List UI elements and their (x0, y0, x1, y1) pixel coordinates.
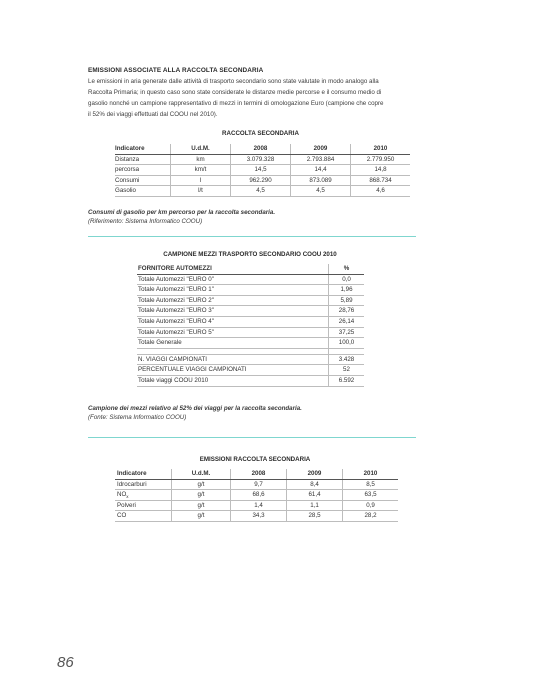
paragraph-line: il 52% dei viaggi effettuati dal COOU nel 2010). (88, 111, 218, 118)
caption-source: (Riferimento: Sistema Informatico COOU) (88, 218, 203, 225)
table-cell: 8,4 (287, 479, 343, 490)
column-header: Indicatore (115, 469, 172, 479)
table-cell: km (171, 154, 231, 165)
table-row (137, 295, 364, 306)
table-header-row (115, 469, 398, 479)
column-header: 2010 (351, 144, 411, 154)
section-divider (88, 437, 416, 438)
page-number: 86 (57, 654, 74, 671)
table-cell: 5,89 (329, 295, 365, 306)
table2-title: CAMPIONE MEZZI TRASPORTO SECONDARIO COOU 2010 (163, 251, 337, 258)
caption-title: Campione dei mezzi relativo al 52% dei viaggi per la raccolta secondaria. (88, 405, 302, 412)
table-row (137, 306, 364, 317)
table-header-row (115, 144, 410, 154)
table1-title: RACCOLTA SECONDARIA (222, 130, 299, 137)
table1-caption (88, 208, 275, 226)
table-cell: 26,14 (329, 316, 365, 327)
table-cell: 28,2 (343, 511, 399, 522)
column-header: U.d.M. (172, 469, 231, 479)
table-cell: 14,4 (291, 165, 351, 176)
table-cell: g/t (172, 490, 231, 501)
caption-source: (Fonte: Sistema Informatico COOU) (88, 414, 187, 421)
section-paragraph (88, 76, 448, 120)
table-cell: 14,5 (231, 165, 291, 176)
table-cell: 9,7 (231, 479, 287, 490)
table-row (137, 338, 364, 349)
table-cell: 868.734 (351, 175, 411, 186)
table-cell: Consumi (115, 175, 171, 186)
nox-subscript: x (126, 494, 129, 500)
table-row (137, 274, 364, 285)
table3-title: EMISSIONI RACCOLTA SECONDARIA (199, 456, 311, 463)
table-cell: N. VIAGGI CAMPIONATI (137, 354, 329, 365)
table-cell: 4,5 (231, 186, 291, 197)
table-cell: 2.779.950 (351, 154, 411, 165)
table-cell: Totale Automezzi "EURO 3" (137, 306, 329, 317)
table-row (137, 354, 364, 365)
table-row (115, 175, 410, 186)
table-cell: 0,0 (329, 274, 365, 285)
table-cell: 4,6 (351, 186, 411, 197)
table-cell: 4,5 (291, 186, 351, 197)
table-cell: 34,3 (231, 511, 287, 522)
column-header: FORNITORE AUTOMEZZI (137, 264, 329, 274)
column-header: Indicatore (115, 144, 171, 154)
column-header: % (329, 264, 365, 274)
table-cell: CO (115, 511, 172, 522)
table-cell: 1,4 (231, 500, 287, 511)
table-cell: 1,96 (329, 285, 365, 296)
table-cell: 1,1 (287, 500, 343, 511)
table-row (137, 365, 364, 376)
paragraph-line: Raccolta Primaria; in questo caso sono state considerate le distanze medie percorse e il consumo medio di (88, 89, 382, 96)
table-cell: 100,0 (329, 338, 365, 349)
table-cell: Totale Automezzi "EURO 0" (137, 274, 329, 285)
paragraph-line: gasolio nonché un campione rappresentativo di mezzi in termini di omologazione Euro (campione che copre (88, 100, 384, 107)
table-cell: 28,5 (287, 511, 343, 522)
table-cell: Totale Automezzi "EURO 2" (137, 295, 329, 306)
table-row (115, 511, 398, 522)
table-cell: g/t (172, 511, 231, 522)
table2 (137, 264, 364, 387)
table-row (115, 154, 410, 165)
table-cell: km/t (171, 165, 231, 176)
table-cell: percorsa (115, 165, 171, 176)
table3 (115, 469, 398, 522)
table2-caption (88, 404, 302, 422)
column-header: 2010 (343, 469, 399, 479)
table-cell: 873.089 (291, 175, 351, 186)
table-cell: g/t (172, 479, 231, 490)
table-cell: Totale viaggi COOU 2010 (137, 375, 329, 386)
caption-title: Consumi di gasolio per km percorso per la raccolta secondaria. (88, 209, 276, 216)
table-cell: Totale Generale (137, 338, 329, 349)
table-cell: 8,5 (343, 479, 399, 490)
table-row (115, 500, 398, 511)
table-cell: 2.793.884 (291, 154, 351, 165)
table-cell: Polveri (115, 500, 172, 511)
paragraph-line: Le emissioni in aria generate dalle attività di trasporto secondario sono state valutate in modo analogo alla (88, 78, 379, 85)
table-row (115, 165, 410, 176)
table-cell: l (171, 175, 231, 186)
table-row (137, 316, 364, 327)
table-cell: PERCENTUALE VIAGGI CAMPIONATI (137, 365, 329, 376)
table-row (115, 490, 398, 501)
table-cell: 63,5 (343, 490, 399, 501)
column-header: 2008 (231, 469, 287, 479)
table-cell: 3.428 (329, 354, 365, 365)
table-cell: 0,9 (343, 500, 399, 511)
column-header: 2009 (287, 469, 343, 479)
column-header: 2009 (291, 144, 351, 154)
table-header-row (137, 264, 364, 274)
table-cell: 68,6 (231, 490, 287, 501)
table-cell: g/t (172, 500, 231, 511)
section-heading: EMISSIONI ASSOCIATE ALLA RACCOLTA SECONDARIA (88, 67, 264, 74)
table-row (137, 327, 364, 338)
nox-label: NO (117, 491, 127, 499)
table-cell: Totale Automezzi "EURO 4" (137, 316, 329, 327)
column-header: 2008 (231, 144, 291, 154)
section-divider (88, 236, 416, 237)
table-row (137, 375, 364, 386)
table-cell: 14,8 (351, 165, 411, 176)
table-row (115, 479, 398, 490)
table-cell: 52 (329, 365, 365, 376)
table-row (115, 186, 410, 197)
table-cell: Distanza (115, 154, 171, 165)
table-cell: 28,76 (329, 306, 365, 317)
table-cell: Totale Automezzi "EURO 1" (137, 285, 329, 296)
table-cell (115, 490, 172, 501)
table-cell: Idrocarburi (115, 479, 172, 490)
table1 (115, 144, 410, 197)
table-cell: 6.592 (329, 375, 365, 386)
table-cell: l/t (171, 186, 231, 197)
table-cell: Totale Automezzi "EURO 5" (137, 327, 329, 338)
table-cell: 61,4 (287, 490, 343, 501)
table-row (137, 285, 364, 296)
column-header: U.d.M. (171, 144, 231, 154)
table-cell: Gasolio (115, 186, 171, 197)
table-cell: 962.290 (231, 175, 291, 186)
table-cell: 37,25 (329, 327, 365, 338)
table-cell: 3.079.328 (231, 154, 291, 165)
